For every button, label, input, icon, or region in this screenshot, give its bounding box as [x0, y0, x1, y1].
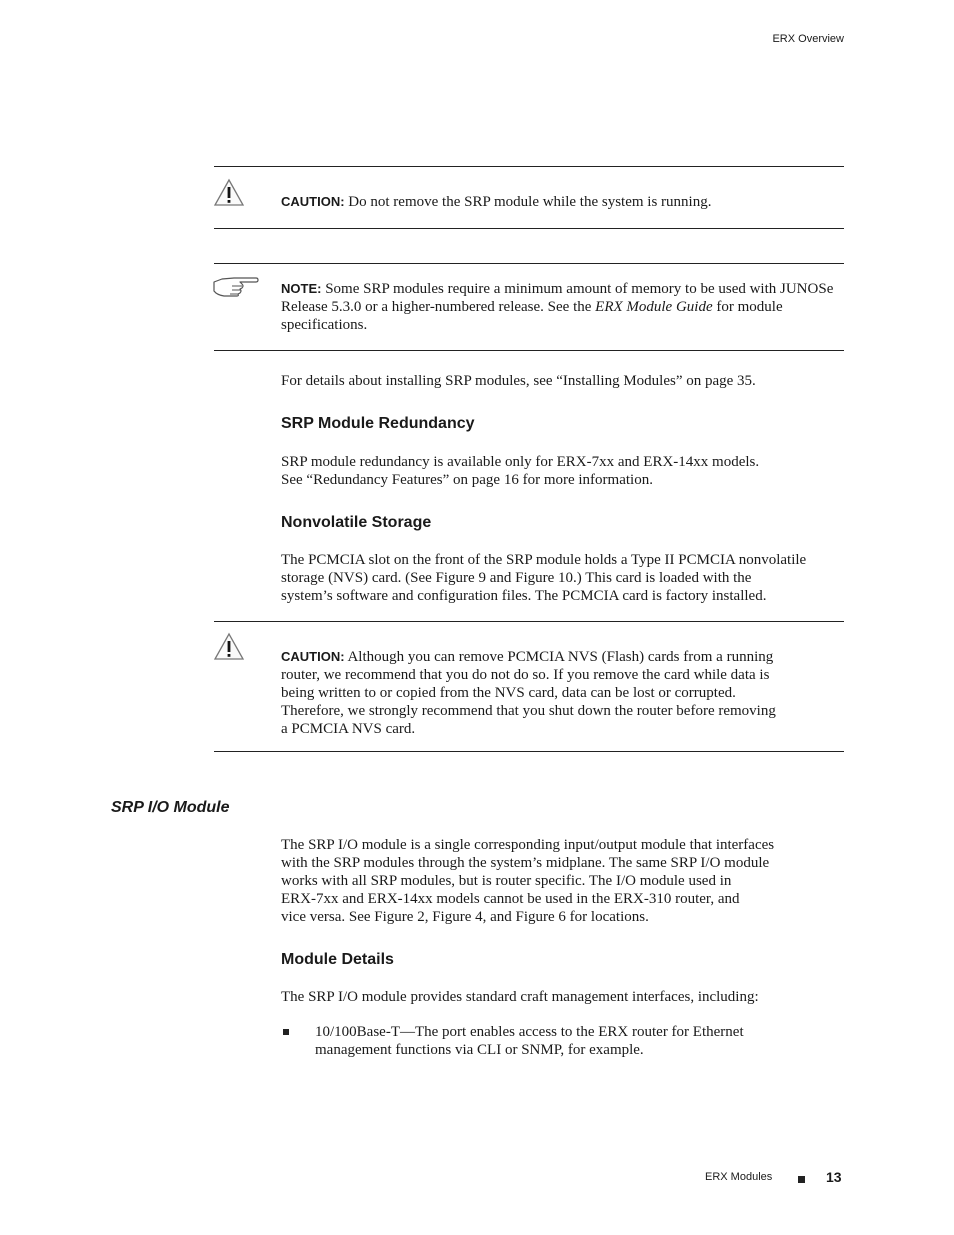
caution-label: CAUTION:: [281, 194, 345, 209]
storage-line: storage (NVS) card. (See Figure 9 and Figure 10.) This card is loaded with the: [281, 570, 752, 586]
io-line: The SRP I/O module is a single corresponding input/output module that interfaces: [281, 837, 775, 853]
caution2-line: being written to or copied from the NVS card, data can be lost or corrupted.: [281, 685, 736, 701]
io-line: with the SRP modules through the system’s midplane. The same SRP I/O module: [281, 855, 770, 871]
page-number: 13: [826, 1169, 842, 1185]
pointing-hand-icon: [212, 274, 260, 298]
note-text-b: for module specifications.: [281, 299, 783, 333]
note-text-a: Some SRP modules require a minimum amount of memory to be used with JUNOSe Release 5.3.0 or a higher-numbered release. See the: [281, 281, 834, 315]
caution-top-rule: [214, 166, 844, 167]
note-bottom-rule: [214, 350, 844, 351]
install-paragraph: For details about installing SRP modules, see “Installing Modules” on page 35.: [281, 373, 756, 389]
module-details-intro: The SRP I/O module provides standard craft management interfaces, including:: [281, 989, 759, 1005]
footer-section-name: ERX Modules: [705, 1171, 773, 1183]
caution2-line: Although you can remove PCMCIA NVS (Flash) cards from a running: [344, 649, 774, 665]
footer-separator: [798, 1176, 805, 1183]
storage-line: The PCMCIA slot on the front of the SRP module holds a Type II PCMCIA nonvolatile: [281, 552, 807, 568]
bullet-marker: [283, 1029, 289, 1035]
caution2-top-rule: [214, 621, 844, 622]
io-module-paragraph: [281, 836, 847, 926]
redundancy-line-2: See “Redundancy Features” on page 16 for more information.: [281, 472, 653, 488]
list-item-line: 10/100Base-T—The port enables access to the ERX router for Ethernet: [315, 1024, 744, 1040]
storage-paragraph: [281, 551, 847, 605]
caution2-line: router, we recommend that you do not do so. If you remove the card while data is: [281, 667, 770, 683]
list-item-line: management functions via CLI or SNMP, for example.: [315, 1042, 644, 1058]
io-line: works with all SRP modules, but is router specific. The I/O module used in: [281, 873, 732, 889]
caution-text: Do not remove the SRP module while the system is running.: [344, 194, 712, 210]
redundancy-line-1: SRP module redundancy is available only for ERX-7xx and ERX-14xx models.: [281, 454, 760, 470]
note-top-rule: [214, 263, 844, 264]
io-line: ERX-7xx and ERX-14xx models cannot be used in the ERX-310 router, and: [281, 891, 740, 907]
caution2-notice: [281, 648, 847, 738]
storage-line: system’s software and configuration files. The PCMCIA card is factory installed.: [281, 588, 767, 604]
caution2-line: a PCMCIA NVS card.: [281, 721, 416, 737]
module-details-heading: Module Details: [281, 951, 394, 968]
storage-heading: Nonvolatile Storage: [281, 514, 432, 531]
io-module-heading: SRP I/O Module: [111, 799, 230, 816]
running-header: ERX Overview: [772, 33, 844, 45]
redundancy-heading: SRP Module Redundancy: [281, 415, 475, 432]
caution2-bottom-rule: [214, 751, 844, 752]
caution2-line: Therefore, we strongly recommend that you shut down the router before removing: [281, 703, 776, 719]
redundancy-paragraph: [281, 453, 847, 489]
caution-warning-icon: [213, 632, 245, 661]
caution-warning-icon: [213, 178, 245, 207]
note-label: NOTE:: [281, 281, 322, 296]
caution2-label: CAUTION:: [281, 649, 345, 664]
caution-bottom-rule: [214, 228, 844, 229]
note-notice: [281, 280, 847, 334]
note-guide-title: ERX Module Guide: [595, 299, 713, 315]
list-item: [315, 1023, 845, 1059]
caution-notice: [281, 193, 847, 211]
io-line: vice versa. See Figure 2, Figure 4, and Figure 6 for locations.: [281, 909, 649, 925]
